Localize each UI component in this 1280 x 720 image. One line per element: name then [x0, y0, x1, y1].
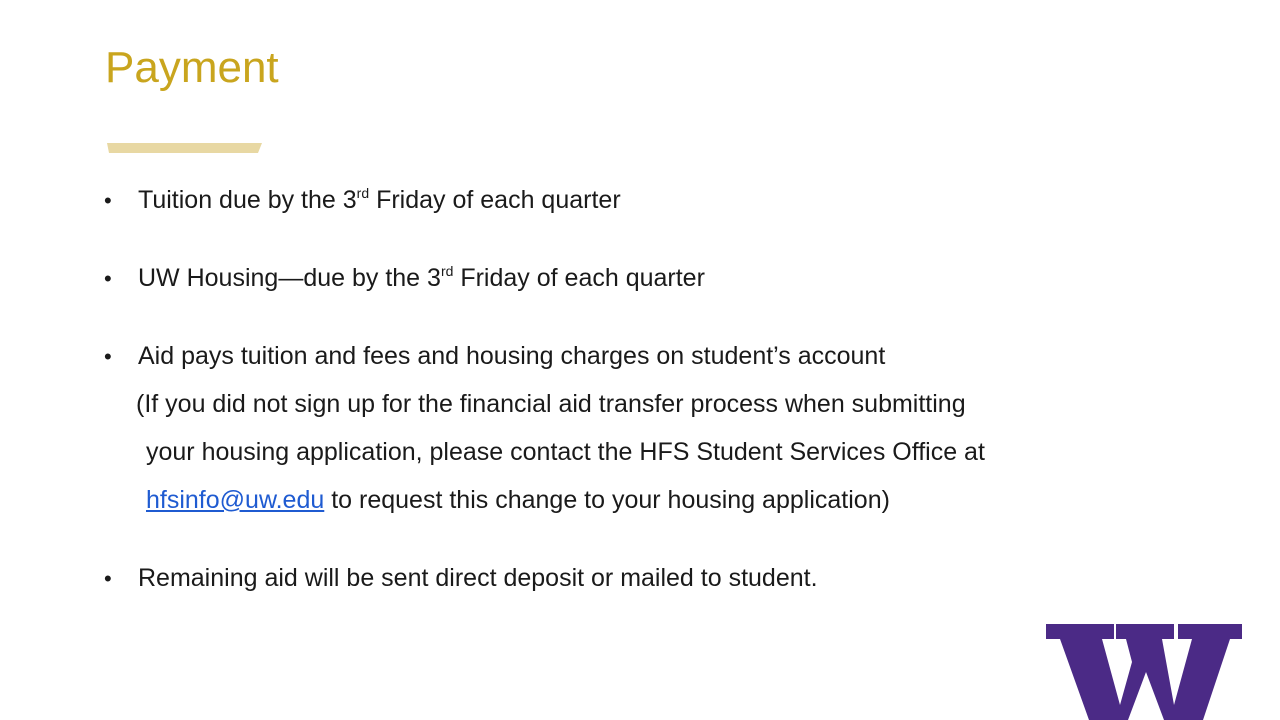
bullet-dot: •	[104, 188, 112, 213]
bullet-text: Tuition due by the 3rd Friday of each quarter	[138, 185, 621, 214]
bullet-text: UW Housing—due by the 3rd Friday of each quarter	[138, 263, 705, 292]
bullet-text: Remaining aid will be sent direct deposit or mailed to student.	[138, 564, 818, 592]
title-accent-bar	[107, 143, 262, 153]
bullet-remaining-aid	[104, 564, 818, 593]
slide-title: Payment	[105, 43, 279, 92]
bullet-housing	[104, 264, 705, 293]
note-line-3-text: to request this change to your housing application)	[324, 486, 890, 514]
bullet-dot: •	[104, 566, 112, 591]
note-line-1: (If you did not sign up for the financial aid transfer process when submitting	[136, 390, 966, 418]
note-line-3	[146, 486, 890, 515]
bullet-dot: •	[104, 344, 112, 369]
bullet-dot: •	[104, 266, 112, 291]
bullet-aid	[104, 342, 885, 371]
email-link[interactable]: hfsinfo@uw.edu	[146, 486, 325, 514]
note-line-2: your housing application, please contact the HFS Student Services Office at	[146, 438, 985, 466]
bullet-tuition	[104, 186, 621, 215]
uw-w-logo	[1046, 622, 1242, 720]
bullet-text: Aid pays tuition and fees and housing charges on student’s account	[138, 342, 886, 370]
